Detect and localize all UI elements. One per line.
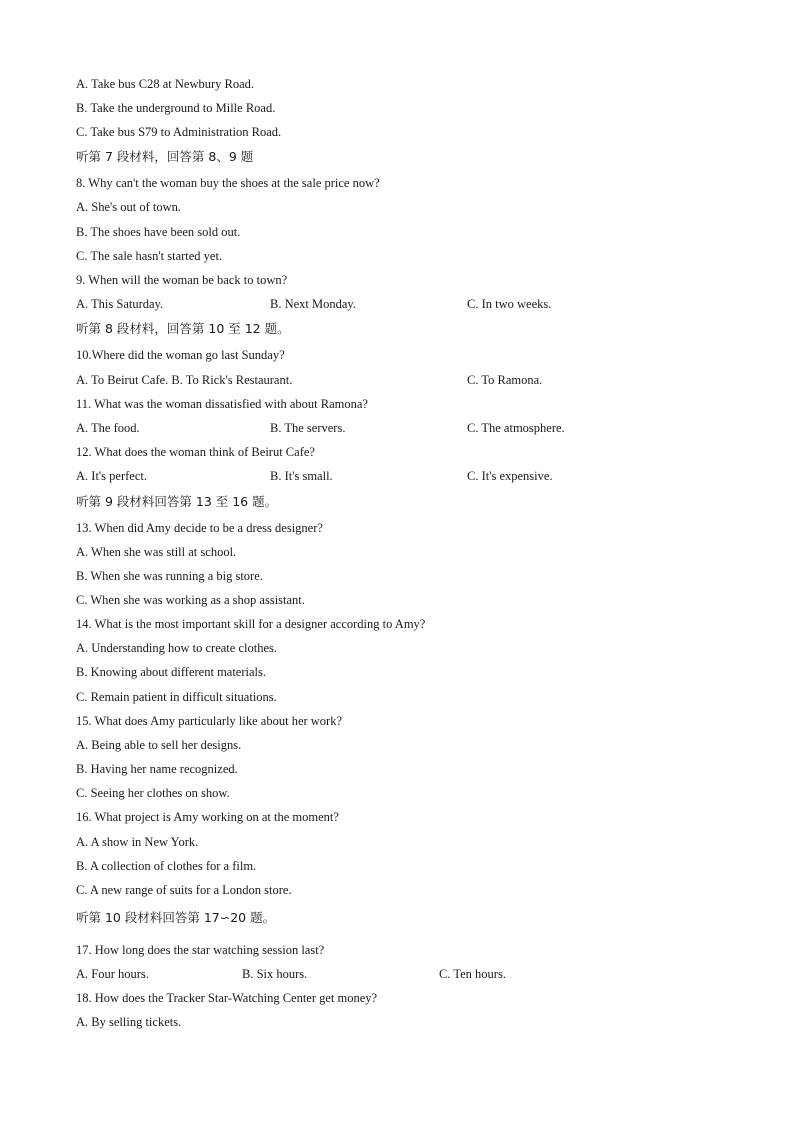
section-heading-9: 听第 9 段材料回答第 13 至 16 题。 <box>76 494 278 509</box>
option-17a: A. Four hours. <box>76 967 149 981</box>
option-11b: B. The servers. <box>270 421 346 435</box>
option-14b: B. Knowing about different materials. <box>76 665 267 679</box>
option-18a: A. By selling tickets. <box>76 1015 182 1029</box>
option-12a: A. It's perfect. <box>76 469 147 483</box>
question-18: 18. How does the Tracker Star-Watching Center get money? <box>76 991 378 1005</box>
option-9a: A. This Saturday. <box>76 297 164 311</box>
question-13: 13. When did Amy decide to be a dress designer? <box>76 521 323 535</box>
option-15a: A. Being able to sell her designs. <box>76 738 242 752</box>
option-8a: A. She's out of town. <box>76 200 182 214</box>
option-14a: A. Understanding how to create clothes. <box>76 641 277 655</box>
question-12: 12. What does the woman think of Beirut Cafe? <box>76 445 315 459</box>
section-heading-8: 听第 8 段材料，回答第 10 至 12 题。 <box>76 321 290 336</box>
option-15b: B. Having her name recognized. <box>76 762 238 776</box>
option-16b: B. A collection of clothes for a film. <box>76 859 257 873</box>
option-10ab: A. To Beirut Cafe. B. To Rick's Restaurant. <box>76 373 293 387</box>
option-7c: C. Take bus S79 to Administration Road. <box>76 125 282 139</box>
option-7a: A. Take bus C28 at Newbury Road. <box>76 77 255 91</box>
question-15: 15. What does Amy particularly like about her work? <box>76 714 343 728</box>
option-7b: B. Take the underground to Mille Road. <box>76 101 276 115</box>
option-17b: B. Six hours. <box>242 967 308 981</box>
question-10: 10.Where did the woman go last Sunday? <box>76 348 285 362</box>
question-14: 14. What is the most important skill for a designer according to Amy? <box>76 617 426 631</box>
question-17: 17. How long does the star watching session last? <box>76 943 325 957</box>
option-16a: A. A show in New York. <box>76 835 199 849</box>
section-heading-7: 听第 7 段材料，回答第 8、9 题 <box>76 149 254 164</box>
option-9b: B. Next Monday. <box>270 297 356 311</box>
option-15c: C. Seeing her clothes on show. <box>76 786 230 800</box>
option-14c: C. Remain patient in difficult situations. <box>76 690 277 704</box>
option-12b: B. It's small. <box>270 469 333 483</box>
option-13b: B. When she was running a big store. <box>76 569 263 583</box>
option-8b: B. The shoes have been sold out. <box>76 225 241 239</box>
option-8c: C. The sale hasn't started yet. <box>76 249 223 263</box>
question-11: 11. What was the woman dissatisfied with about Ramona? <box>76 397 368 411</box>
question-9: 9. When will the woman be back to town? <box>76 273 288 287</box>
option-10c: C. To Ramona. <box>467 373 543 387</box>
option-17c: C. Ten hours. <box>439 967 506 981</box>
option-11c: C. The atmosphere. <box>467 421 565 435</box>
option-9c: C. In two weeks. <box>467 297 552 311</box>
option-12c: C. It's expensive. <box>467 469 553 483</box>
section-heading-10: 听第 10 段材料回答第 17∽20 题。 <box>76 910 276 925</box>
option-16c: C. A new range of suits for a London store. <box>76 883 292 897</box>
option-13c: C. When she was working as a shop assistant. <box>76 593 305 607</box>
option-11a: A. The food. <box>76 421 140 435</box>
question-16: 16. What project is Amy working on at the moment? <box>76 810 339 824</box>
question-8: 8. Why can't the woman buy the shoes at the sale price now? <box>76 176 380 190</box>
option-13a: A. When she was still at school. <box>76 545 237 559</box>
